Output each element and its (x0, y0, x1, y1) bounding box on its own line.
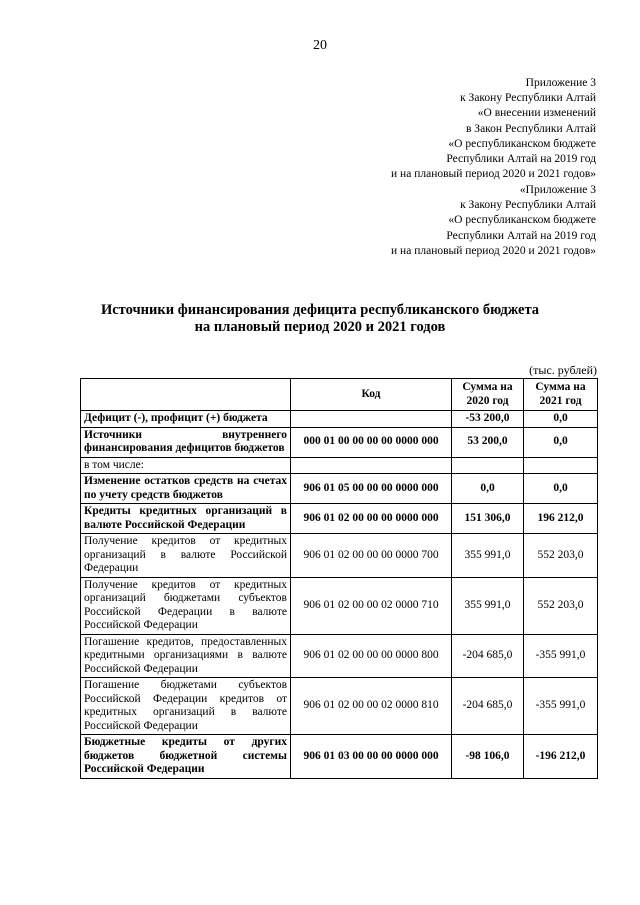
table-row (81, 474, 598, 504)
row-code: 906 01 05 00 00 00 0000 000 (291, 474, 452, 504)
appendix-line: в Закон Республики Алтай (466, 122, 596, 135)
row-sum-2020: -204 685,0 (452, 634, 524, 678)
row-sum-2020: -204 685,0 (452, 678, 524, 735)
row-sum-2021: -355 991,0 (524, 634, 598, 678)
row-sum-2021: 196 212,0 (524, 504, 598, 534)
row-sum-2020: 355 991,0 (452, 577, 524, 634)
appendix-line: к Закону Республики Алтай (460, 199, 596, 212)
row-code: 000 01 00 00 00 00 0000 000 (291, 427, 452, 457)
appendix-line: Республики Алтай на 2019 год (446, 229, 596, 242)
row-name: Кредиты кредитных организаций в валюте Российской Федерации (81, 504, 291, 534)
row-sum-2020 (452, 457, 524, 474)
row-name: Дефицит (-), профицит (+) бюджета (81, 411, 291, 428)
header-sum-2020: Сумма на 2020 год (452, 379, 524, 411)
appendix-line: и на плановый период 2020 и 2021 годов» (391, 244, 596, 257)
row-name: в том числе: (81, 457, 291, 474)
table-row (81, 427, 598, 457)
appendix-line: к Закону Республики Алтай (460, 92, 596, 105)
row-sum-2020: 151 306,0 (452, 504, 524, 534)
row-code: 906 01 02 00 00 00 0000 800 (291, 634, 452, 678)
row-code (291, 457, 452, 474)
header-code: Код (291, 379, 452, 411)
row-name: Погашение кредитов, предоставленных кредитными организациями в валюте Российской Федерации (81, 634, 291, 678)
row-code: 906 01 03 00 00 00 0000 000 (291, 735, 452, 779)
appendix-line: «О республиканском бюджете (448, 214, 596, 227)
row-sum-2021: -196 212,0 (524, 735, 598, 779)
row-sum-2020: -98 106,0 (452, 735, 524, 779)
title-line: на плановый период 2020 и 2021 годов (194, 319, 446, 335)
financing-sources-table (80, 378, 598, 779)
row-sum-2021: 0,0 (524, 427, 598, 457)
row-sum-2020: 355 991,0 (452, 534, 524, 578)
units-label: (тыс. рублей) (529, 363, 597, 377)
table-row (81, 634, 598, 678)
title-line: Источники финансирования дефицита республиканского бюджета (100, 302, 540, 318)
appendix-header (391, 76, 596, 182)
table-row (81, 411, 598, 428)
table-row (81, 735, 598, 779)
header-sum-2021: Сумма на 2021 год (524, 379, 598, 411)
table-row (81, 504, 598, 534)
table-row (81, 577, 598, 634)
row-sum-2021: 0,0 (524, 411, 598, 428)
appendix-line: «О республиканском бюджете (448, 137, 596, 150)
header-name (81, 379, 291, 411)
row-sum-2021: 552 203,0 (524, 534, 598, 578)
table-header-row (81, 379, 598, 411)
row-sum-2020: 0,0 (452, 474, 524, 504)
row-name: Источники внутреннего финансирования дефицитов бюджетов (81, 427, 291, 457)
row-code (291, 411, 452, 428)
row-name: Изменение остатков средств на счетах по учету средств бюджетов (81, 474, 291, 504)
row-code: 906 01 02 00 00 00 0000 700 (291, 534, 452, 578)
row-sum-2020: 53 200,0 (452, 427, 524, 457)
row-code: 906 01 02 00 00 02 0000 710 (291, 577, 452, 634)
row-name: Бюджетные кредиты от других бюджетов бюджетной системы Российской Федерации (81, 735, 291, 779)
appendix-line: Республики Алтай на 2019 год (446, 153, 596, 166)
row-name: Получение кредитов от кредитных организаций в валюте Российской Федерации (81, 534, 291, 578)
appendix-line: Приложение 3 (525, 77, 596, 89)
appendix-line: и на плановый период 2020 и 2021 годов» (391, 168, 596, 181)
row-code: 906 01 02 00 00 02 0000 810 (291, 678, 452, 735)
document-title (0, 302, 640, 336)
row-sum-2021: 552 203,0 (524, 577, 598, 634)
table-row (81, 678, 598, 735)
row-sum-2021 (524, 457, 598, 474)
row-sum-2021: 0,0 (524, 474, 598, 504)
row-name: Получение кредитов от кредитных организаций бюджетами субъектов Российской Федерации в валюте Российской Федерации (81, 577, 291, 634)
original-appendix-header (391, 183, 596, 259)
table-row (81, 534, 598, 578)
row-sum-2021: -355 991,0 (524, 678, 598, 735)
row-code: 906 01 02 00 00 00 0000 000 (291, 504, 452, 534)
appendix-line: «О внесении изменений (477, 107, 596, 120)
row-sum-2020: -53 200,0 (452, 411, 524, 428)
row-name: Погашение бюджетами субъектов Российской Федерации кредитов от кредитных организаций в валюте Российской Федерации (81, 678, 291, 735)
table-row (81, 457, 598, 474)
appendix-line: «Приложение 3 (519, 184, 596, 196)
page-number: 20 (313, 38, 327, 53)
